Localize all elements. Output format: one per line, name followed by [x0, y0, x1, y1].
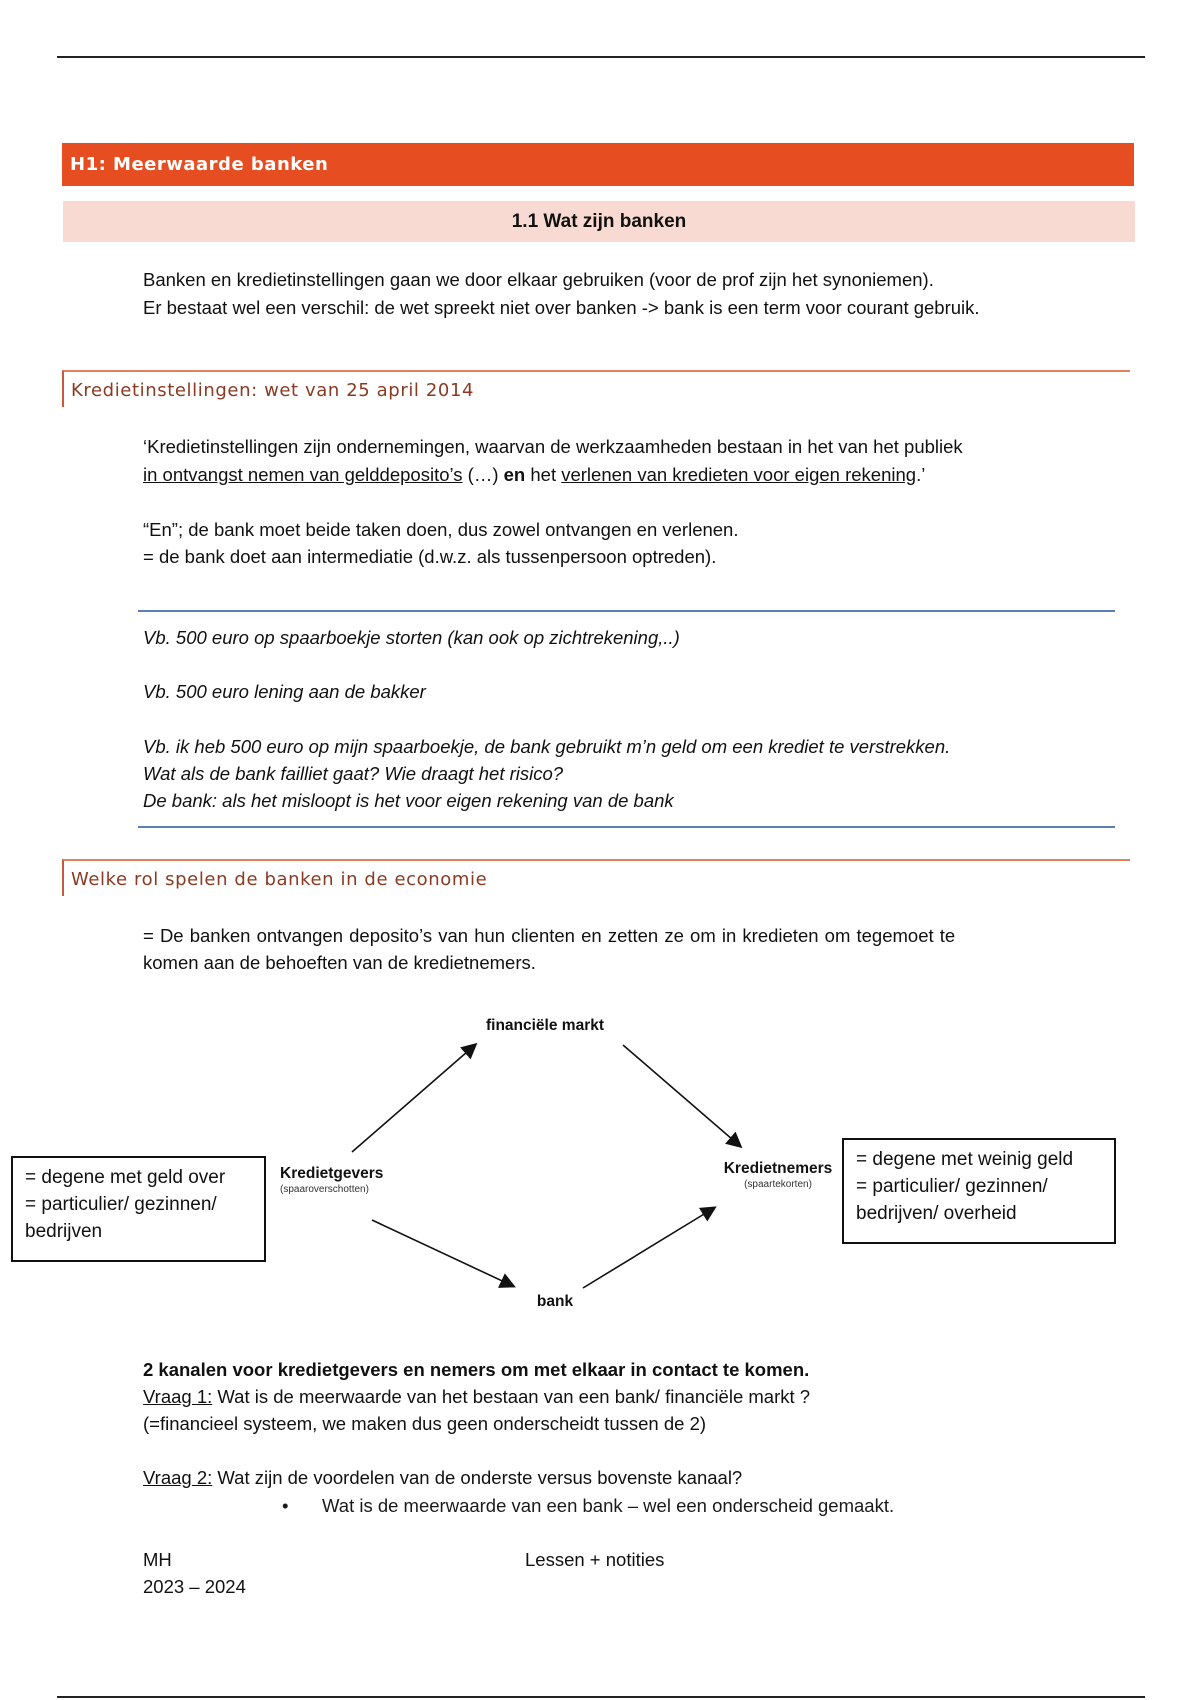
- bottom-rule: [57, 1696, 1145, 1698]
- kredietnemers-description-box: = degene met weinig geld = particulier/ gezinnen/ bedrijven/ overheid: [842, 1138, 1116, 1244]
- example-1: Vb. 500 euro op spaarboekje storten (kan ook op zichtrekening,..): [143, 627, 680, 648]
- footer-center: Lessen + notities: [525, 1549, 665, 1570]
- example-3b: Wat als de bank failliet gaat? Wie draagt het risico?: [143, 763, 564, 784]
- question-1-note: (=financieel systeem, we maken dus geen onderscheidt tussen de 2): [143, 1413, 707, 1434]
- explanation-line-2: = de bank doet aan intermediatie (d.w.z. als tussenpersoon optreden).: [143, 546, 717, 567]
- bullet-dot: •: [282, 1495, 289, 1516]
- channels-title: 2 kanalen voor kredietgevers en nemers om met elkaar in contact te komen.: [143, 1359, 810, 1380]
- question-1-label: Vraag 1:: [143, 1386, 213, 1407]
- definition-en: en: [503, 464, 526, 485]
- explanation-line-1: “En”; de bank moet beide taken doen, dus zowel ontvangen en verlenen.: [143, 519, 739, 540]
- role-line-1: = De banken ontvangen deposito’s van hun clienten en zetten ze om in kredieten om tegemoet te: [143, 925, 956, 946]
- subheading-rol-banken: Welke rol spelen de banken in de economie: [62, 859, 1130, 896]
- chapter-heading: H1: Meerwaarde banken: [62, 143, 1134, 186]
- intro-line-1: Banken en kredietinstellingen gaan we door elkaar gebruiken (voor de prof zijn het synoniemen).: [143, 269, 934, 290]
- example-2: Vb. 500 euro lening aan de bakker: [143, 681, 426, 702]
- footer-author: MH: [143, 1549, 172, 1570]
- kredietgevers-description-box: = degene met geld over = particulier/ gezinnen/ bedrijven: [11, 1156, 266, 1262]
- example-top-border: [138, 610, 1115, 612]
- role-line-2: komen aan de behoeften van de kredietnemers.: [143, 952, 536, 973]
- top-rule: [57, 56, 1145, 58]
- node-bank: bank: [536, 1293, 574, 1310]
- arrow-gevers-to-bank: [372, 1220, 513, 1286]
- definition-line-2: in ontvangst nemen van gelddeposito’s (…) en het verlenen van kredieten voor eigen rekening.’: [143, 464, 926, 485]
- example-3a: Vb. ik heb 500 euro op mijn spaarboekje, de bank gebruikt m’n geld om een krediet te verstrekken.: [143, 736, 951, 757]
- footer-year: 2023 – 2024: [143, 1576, 246, 1597]
- question-2: Vraag 2: Wat zijn de voordelen van de onderste versus bovenste kanaal?: [143, 1467, 743, 1488]
- arrow-markt-to-nemers: [623, 1045, 740, 1146]
- subheading-kredietinstellingen: Kredietinstellingen: wet van 25 april 2014: [62, 370, 1130, 407]
- definition-line-1: ‘Kredietinstellingen zijn ondernemingen, waarvan de werkzaamheden bestaan in het van het publiek: [143, 436, 963, 457]
- question-1: Vraag 1: Wat is de meerwaarde van het bestaan van een bank/ financiële markt ?: [143, 1386, 811, 1407]
- arrow-gevers-to-markt: [352, 1045, 475, 1152]
- arrow-bank-to-nemers: [583, 1208, 714, 1288]
- section-heading: 1.1 Wat zijn banken: [63, 201, 1135, 242]
- node-kredietnemers: Kredietnemers (spaartekorten): [723, 1160, 833, 1190]
- example-bottom-border: [138, 826, 1115, 828]
- node-financiele-markt: financiële markt: [485, 1017, 605, 1034]
- example-3c: De bank: als het misloopt is het voor eigen rekening van de bank: [143, 790, 674, 811]
- definition-underline-a: in ontvangst nemen van gelddeposito’s: [143, 464, 463, 485]
- node-kredietgevers: Kredietgevers (spaaroverschotten): [280, 1165, 384, 1195]
- question-2-label: Vraag 2:: [143, 1467, 213, 1488]
- credit-flow-diagram: [0, 990, 1200, 1320]
- definition-underline-b: verlenen van kredieten voor eigen rekening: [561, 464, 917, 485]
- intro-line-2: Er bestaat wel een verschil: de wet spreekt niet over banken -> bank is een term voor courant gebruik.: [143, 297, 980, 318]
